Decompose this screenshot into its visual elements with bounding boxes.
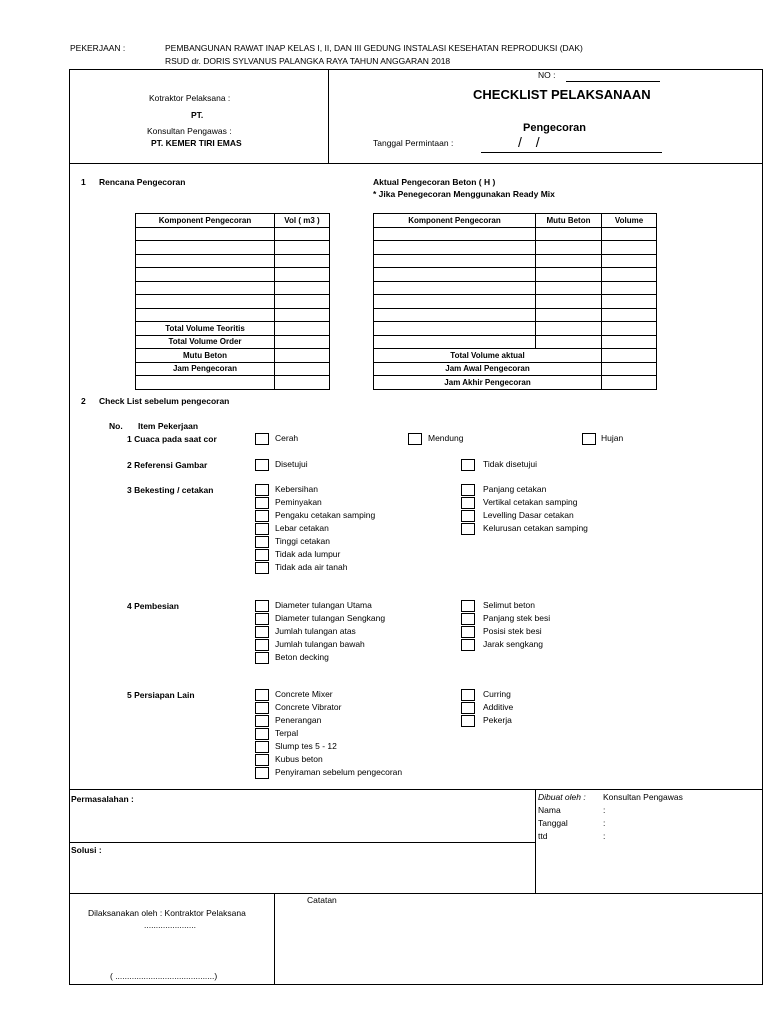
table-cell[interactable] (602, 349, 657, 363)
signature-divider (535, 789, 536, 894)
nama-colon: : (603, 805, 606, 815)
option-label: Pengaku cetakan samping (275, 510, 376, 520)
option-label: Vertikal cetakan samping (483, 497, 578, 507)
form-subtitle: Pengecoran (523, 122, 586, 134)
tanggal-sign-label: Tanggal (538, 818, 568, 828)
checkbox-pengaku-cetakan[interactable] (255, 510, 269, 522)
table-cell[interactable] (536, 322, 602, 336)
table-row (136, 349, 330, 363)
checkbox-tidak-ada-air-tanah[interactable] (255, 562, 269, 574)
table-row (136, 335, 330, 349)
table-cell[interactable] (374, 254, 536, 268)
kontraktor-label: Kotraktor Pelaksana : (149, 93, 231, 103)
checkbox-tidak-disetujui[interactable] (461, 459, 475, 471)
option-label: Beton decking (275, 652, 329, 662)
header-divider (328, 69, 329, 164)
table-cell[interactable] (602, 241, 657, 255)
table-cell[interactable] (275, 295, 330, 309)
option-label: Kelurusan cetakan samping (483, 523, 588, 533)
table-cell[interactable] (136, 308, 275, 322)
checkbox-kubus-beton[interactable] (255, 754, 269, 766)
table-cell[interactable] (136, 376, 275, 390)
checklist-bottom-line (69, 789, 763, 790)
table-cell[interactable] (374, 308, 536, 322)
ttd-label: ttd (538, 831, 548, 841)
option-label: Penyiraman sebelum pengecoran (275, 767, 403, 777)
checkbox-diameter-utama[interactable] (255, 600, 269, 612)
form-title: CHECKLIST PELAKSANAAN (473, 87, 651, 102)
table-cell[interactable] (536, 335, 602, 349)
table-cell[interactable] (374, 281, 536, 295)
item-pembesian-label: 4 Pembesian (127, 601, 179, 611)
table-cell[interactable] (374, 295, 536, 309)
option-label: Concrete Mixer (275, 689, 333, 699)
permasalahan-label: Permasalahan : (71, 794, 134, 804)
no-label: NO : (538, 70, 556, 80)
item-bekesting-label: 3 Bekesting / cetakan (127, 485, 214, 495)
table-row (136, 268, 330, 282)
checkbox-diameter-sengkang[interactable] (255, 613, 269, 625)
option-label: Disetujui (275, 459, 308, 469)
option-label: Diameter tulangan Utama (275, 600, 372, 610)
table-cell[interactable] (602, 362, 657, 376)
table-cell[interactable] (602, 308, 657, 322)
table-cell[interactable] (275, 268, 330, 282)
option-label: Panjang stek besi (483, 613, 551, 623)
item-referensi-label: 2 Referensi Gambar (127, 460, 208, 470)
row-label: Jam Awal Pengecoran (374, 362, 602, 376)
no-column-label: No. (109, 421, 123, 431)
option-label: Concrete Vibrator (275, 702, 342, 712)
option-label: Tidak disetujui (483, 459, 538, 469)
table-cell[interactable] (536, 241, 602, 255)
table-cell[interactable] (136, 254, 275, 268)
checkbox-kelurusan-cetakan[interactable] (461, 523, 475, 535)
table-row (374, 308, 657, 322)
table-row (136, 227, 330, 241)
table-cell[interactable] (602, 227, 657, 241)
checkbox-beton-decking[interactable] (255, 652, 269, 664)
kontraktor-value: PT. (191, 110, 204, 120)
row-label: Total Volume Order (136, 335, 275, 349)
column-header: Komponent Pengecoran (374, 214, 536, 228)
table-row (374, 281, 657, 295)
tanggal-label: Tanggal Permintaan : (373, 138, 454, 148)
option-label: Diameter tulangan Sengkang (275, 613, 386, 623)
table-row (136, 214, 330, 228)
solusi-field[interactable] (70, 857, 534, 892)
option-label: Curring (483, 689, 511, 699)
option-label: Levelling Dasar cetakan (483, 510, 574, 520)
option-label: Peminyakan (275, 497, 322, 507)
table-cell[interactable] (536, 268, 602, 282)
table-cell[interactable] (602, 376, 657, 390)
form-frame (69, 69, 763, 985)
table-cell[interactable] (275, 362, 330, 376)
table-cell[interactable] (374, 322, 536, 336)
option-label: Slump tes 5 - 12 (275, 741, 337, 751)
table-cell[interactable] (275, 254, 330, 268)
pekerjaan-label: PEKERJAAN : (70, 43, 126, 53)
checkbox-levelling-dasar[interactable] (461, 510, 475, 522)
checkbox-selimut-beton[interactable] (461, 600, 475, 612)
option-label: Panjang cetakan (483, 484, 547, 494)
checkbox-panjang-cetakan[interactable] (461, 484, 475, 496)
table-cell[interactable] (136, 295, 275, 309)
option-label: Lebar cetakan (275, 523, 329, 533)
project-title-line1: PEMBANGUNAN RAWAT INAP KELAS I, II, DAN III GEDUNG INSTALASI KESEHATAN REPRODUKSI (DAK) (165, 43, 583, 53)
checkbox-panjang-stek[interactable] (461, 613, 475, 625)
column-header: Mutu Beton (536, 214, 602, 228)
option-label: Terpal (275, 728, 299, 738)
table-row (136, 308, 330, 322)
catatan-field[interactable] (276, 907, 761, 983)
row-label: Mutu Beton (136, 349, 275, 363)
catatan-divider (274, 893, 275, 985)
table-row (374, 335, 657, 349)
tanggal-slashes: / / (518, 134, 540, 150)
section1-title: Rencana Pengecoran (99, 177, 186, 187)
option-label: Cerah (275, 433, 299, 443)
checkbox-lebar-cetakan[interactable] (255, 523, 269, 535)
column-header: Vol ( m3 ) (275, 214, 330, 228)
rencana-table (135, 213, 330, 390)
table-cell[interactable] (275, 349, 330, 363)
table-cell[interactable] (275, 308, 330, 322)
table-row (374, 362, 657, 376)
table-cell[interactable] (275, 322, 330, 336)
aktual-title: Aktual Pengecoran Beton ( H ) (373, 177, 496, 187)
item-column-label: Item Pekerjaan (138, 421, 199, 431)
checkbox-jarak-sengkang[interactable] (461, 639, 475, 651)
tanggal-colon: : (603, 818, 606, 828)
checkbox-tinggi-cetakan[interactable] (255, 536, 269, 548)
table-row (136, 362, 330, 376)
option-label: Jarak sengkang (483, 639, 544, 649)
project-title-line2: RSUD dr. DORIS SYLVANUS PALANGKA RAYA TAHUN ANGGARAN 2018 (165, 56, 451, 66)
option-label: Tinggi cetakan (275, 536, 330, 546)
table-row (136, 281, 330, 295)
table-cell[interactable] (136, 227, 275, 241)
signature-line: ( ..........................................) (110, 971, 218, 981)
table-row (136, 241, 330, 255)
table-cell[interactable] (275, 227, 330, 241)
item-cuaca-label: 1 Cuaca pada saat cor (127, 434, 217, 444)
option-label: Kebersihan (275, 484, 319, 494)
table-cell[interactable] (602, 268, 657, 282)
checkbox-penerangan[interactable] (255, 715, 269, 727)
section2-title: Check List sebelum pengecoran (99, 396, 230, 406)
header-bottom-line (69, 163, 763, 164)
ttd-colon: : (603, 831, 606, 841)
table-cell[interactable] (374, 241, 536, 255)
checkbox-slump-tes[interactable] (255, 741, 269, 753)
section2-number: 2 (81, 396, 86, 406)
table-row (374, 227, 657, 241)
option-label: Tidak ada air tanah (275, 562, 348, 572)
permasalahan-bottom-line (69, 842, 535, 843)
konsultan-value: PT. KEMER TIRI EMAS (151, 138, 242, 148)
table-cell[interactable] (374, 227, 536, 241)
table-cell[interactable] (136, 281, 275, 295)
table-cell[interactable] (536, 227, 602, 241)
table-row (374, 376, 657, 390)
checkbox-peminyakan[interactable] (255, 497, 269, 509)
checkbox-posisi-stek[interactable] (461, 626, 475, 638)
column-header: Komponent Pengecoran (136, 214, 275, 228)
table-cell[interactable] (602, 254, 657, 268)
checkbox-concrete-mixer[interactable] (255, 689, 269, 701)
checkbox-tidak-ada-lumpur[interactable] (255, 549, 269, 561)
option-label: Penerangan (275, 715, 322, 725)
table-row (136, 254, 330, 268)
column-header: Volume (602, 214, 657, 228)
table-cell[interactable] (602, 322, 657, 336)
nama-label: Nama (538, 805, 561, 815)
checkbox-hujan[interactable] (582, 433, 596, 445)
tanggal-field-line (481, 152, 662, 153)
item-persiapan-label: 5 Persiapan Lain (127, 690, 195, 700)
table-cell[interactable] (275, 241, 330, 255)
dilaksanakan-label: Dilaksanakan oleh : Kontraktor Pelaksana (88, 908, 246, 918)
checkbox-terpal[interactable] (255, 728, 269, 740)
row-label: Total Volume Teoritis (136, 322, 275, 336)
table-row (136, 376, 330, 390)
option-label: Hujan (601, 433, 624, 443)
checkbox-disetujui[interactable] (255, 459, 269, 471)
table-cell[interactable] (374, 335, 536, 349)
section1-number: 1 (81, 177, 86, 187)
solusi-label: Solusi : (71, 845, 102, 855)
checkbox-additive[interactable] (461, 702, 475, 714)
table-cell[interactable] (536, 281, 602, 295)
dibuat-label: Dibuat oleh : (538, 792, 586, 802)
table-row (374, 214, 657, 228)
catatan-label: Catatan (307, 895, 337, 905)
table-row (374, 254, 657, 268)
no-field-line (566, 81, 660, 82)
option-label: Mendung (428, 433, 464, 443)
permasalahan-field[interactable] (70, 806, 534, 841)
table-row (374, 322, 657, 336)
table-row (374, 349, 657, 363)
table-cell[interactable] (136, 268, 275, 282)
table-cell[interactable] (374, 268, 536, 282)
checkbox-jumlah-bawah[interactable] (255, 639, 269, 651)
checkbox-jumlah-atas[interactable] (255, 626, 269, 638)
table-row (374, 268, 657, 282)
checkbox-mendung[interactable] (408, 433, 422, 445)
aktual-note: * Jika Penegecoran Menggunakan Ready Mix (373, 189, 555, 199)
row-label: Jam Pengecoran (136, 362, 275, 376)
table-cell[interactable] (275, 281, 330, 295)
option-label: Jumlah tulangan bawah (275, 639, 365, 649)
table-cell[interactable] (602, 335, 657, 349)
aktual-table (373, 213, 657, 390)
table-cell[interactable] (602, 295, 657, 309)
solusi-bottom-line (69, 893, 763, 894)
option-label: Posisi stek besi (483, 626, 542, 636)
dots-short: ...................... (144, 920, 196, 930)
option-label: Jumlah tulangan atas (275, 626, 356, 636)
table-cell[interactable] (136, 241, 275, 255)
checkbox-curring[interactable] (461, 689, 475, 701)
option-label: Pekerja (483, 715, 512, 725)
konsultan-label: Konsultan Pengawas : (147, 126, 232, 136)
table-cell[interactable] (536, 308, 602, 322)
option-label: Tidak ada lumpur (275, 549, 341, 559)
dibuat-value: Konsultan Pengawas (603, 792, 683, 802)
table-cell[interactable] (275, 335, 330, 349)
table-row (374, 241, 657, 255)
checkbox-kebersihan[interactable] (255, 484, 269, 496)
row-label: Jam Akhir Pengecoran (374, 376, 602, 390)
table-cell[interactable] (536, 295, 602, 309)
option-label: Kubus beton (275, 754, 323, 764)
option-label: Additive (483, 702, 514, 712)
checkbox-concrete-vibrator[interactable] (255, 702, 269, 714)
table-row (136, 322, 330, 336)
checkbox-penyiraman[interactable] (255, 767, 269, 779)
table-row (136, 295, 330, 309)
table-cell[interactable] (536, 254, 602, 268)
table-row (374, 295, 657, 309)
row-label: Total Volume aktual (374, 349, 602, 363)
checkbox-cerah[interactable] (255, 433, 269, 445)
table-cell[interactable] (275, 376, 330, 390)
checkbox-pekerja[interactable] (461, 715, 475, 727)
table-cell[interactable] (602, 281, 657, 295)
checkbox-vertikal-cetakan[interactable] (461, 497, 475, 509)
option-label: Selimut beton (483, 600, 535, 610)
